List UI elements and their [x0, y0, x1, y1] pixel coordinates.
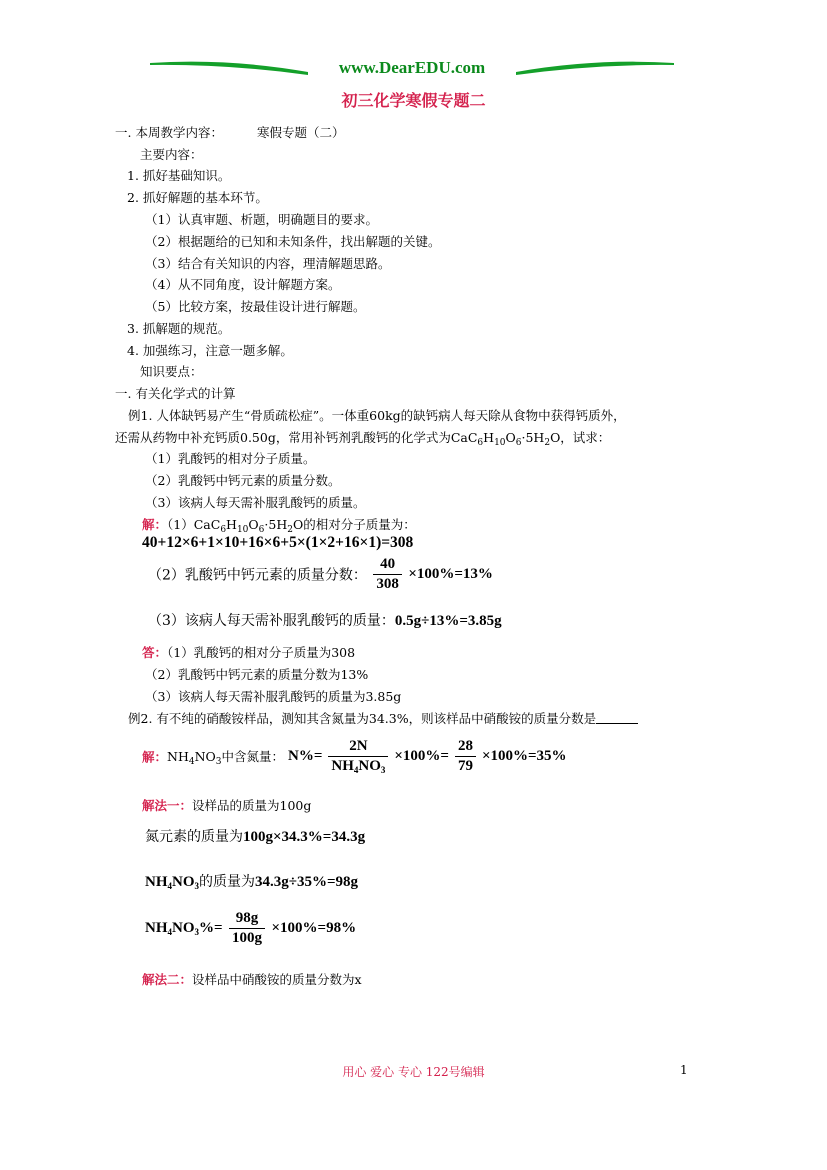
main-content-label: 主要内容： [140, 147, 203, 162]
question-item: （1）乳酸钙的相对分子质量。 [145, 451, 316, 466]
list-item: 3. 抓解题的规范。 [127, 321, 231, 336]
list-item: （3）结合有关知识的内容，理清解题思路。 [145, 256, 391, 271]
question-item: （2）乳酸钙中钙元素的质量分数。 [145, 473, 341, 488]
question-item: （3）该病人每天需补服乳酸钙的质量。 [145, 495, 366, 510]
list-item: 1. 抓好基础知识。 [127, 168, 231, 183]
method-1-intro: 解法一：设样品的质量为100g [142, 798, 312, 813]
answer-2: （2）乳酸钙中钙元素的质量分数为13% [145, 667, 369, 682]
solution-1-intro: 解：$(1)CaC_6H_{10}O_6\cdot 5H_2O$的相对分子质量为： [142, 517, 416, 535]
document-title: 初三化学寒假专题二 [341, 91, 486, 110]
list-item: （5）比较方案，按最佳设计进行解题。 [145, 299, 366, 314]
answer-3: （3）该病人每天需补服乳酸钙的质量为3.85g [145, 689, 402, 704]
equation-molar-mass: 40+12×6+1×10+16×6+5×(1×2+16×1)=308 [142, 534, 414, 551]
equation-daily-dose: （3）该病人每天需补服乳酸钙的质量：0.5g÷13%=3.85g [148, 613, 502, 629]
method-2-intro: 解法二：设样品中硝酸铵的质量分数为x [142, 972, 362, 987]
site-header-banner [148, 56, 676, 82]
solution-2-equation: 解：$NH_4NO_3$中含氮量： N%= $\frac{2N}{NH_4NO_3}$ ×100%= $\frac{28}{79}$ ×100%=35% [142, 738, 567, 775]
section-1-heading: 一. 本周教学内容： 寒假专题（二） [115, 125, 345, 140]
method-1-step-3: $NH_4NO_3\%=$ $\frac{98g}{100g}$ ×100%=98% [145, 910, 357, 946]
list-item: （2）根据题给的已知和未知条件，找出解题的关键。 [145, 234, 441, 249]
page-number: 1 [680, 1063, 688, 1077]
list-item: 2. 抓好解题的基本环节。 [127, 190, 268, 205]
site-name: www.DearEDU.com [338, 58, 486, 77]
section-heading: 一. 有关化学式的计算 [115, 386, 236, 401]
example-1-text: 例1. 人体缺钙易产生“骨质疏松症”。一体重60kg的缺钙病人每天除从食物中获得钙质外， [128, 408, 626, 423]
equation-mass-fraction: （2）乳酸钙中钙元素的质量分数： $\frac{40}{308}$ ×100%=13% [148, 556, 493, 592]
method-1-step-1: 氮元素的质量为100g×34.3%=34.3g [145, 829, 366, 845]
answer-blank [596, 711, 638, 724]
answer-1: 答：（1）乳酸钙的相对分子质量为308 [142, 645, 356, 660]
list-item: （1）认真审题、析题，明确题目的要求。 [145, 212, 378, 227]
method-1-step-2: $NH_4NO_3$的质量为34.3g÷35%=98g [145, 874, 359, 891]
list-item: （4）从不同角度，设计解题方案。 [145, 277, 341, 292]
knowledge-points-label: 知识要点： [140, 364, 203, 379]
page-footer: 用心 爱心 专心 122号编辑 [342, 1065, 485, 1079]
list-item: 4. 加强练习，注意一题多解。 [127, 343, 293, 358]
example-1-text-cont: 还需从药物中补充钙质0.50g，常用补钙剂乳酸钙的化学式为$CaC_6H_{10}O_6\cdot 5H_2O$，试求： [115, 430, 611, 448]
example-2-text: 例2. 有不纯的硝酸铵样品，测知其含氮量为34.3%，则该样品中硝酸铵的质量分数是 [128, 711, 638, 727]
